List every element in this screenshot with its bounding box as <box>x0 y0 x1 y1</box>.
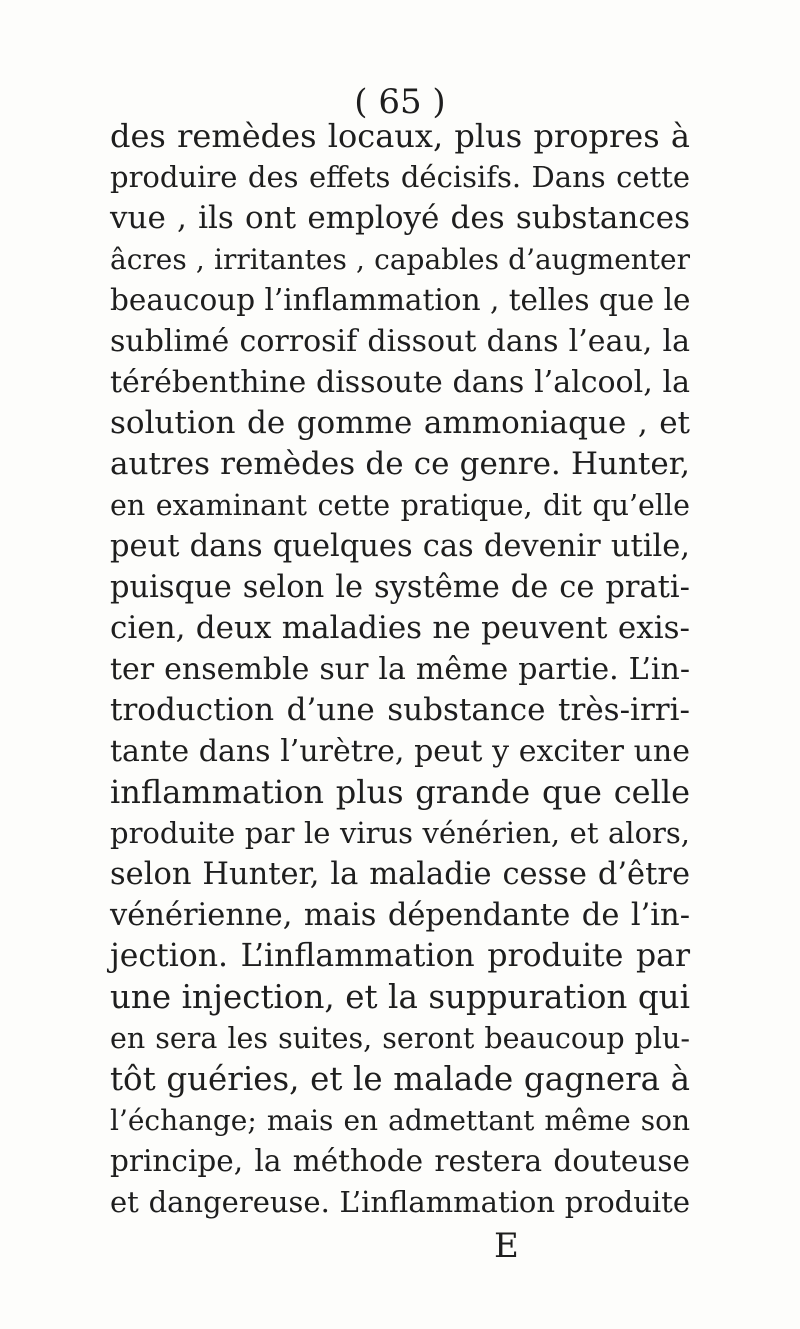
text-line: troduction d’une substance très-irri- <box>110 692 690 728</box>
text-line: tante dans l’urètre, peut y exciter une <box>110 734 690 769</box>
text-line: sublimé corrosif dissout dans l’eau, la <box>110 324 690 359</box>
text-line: en examinant cette pratique, dit qu’elle <box>110 489 690 522</box>
text-line: principe, la méthode restera douteuse <box>110 1144 690 1178</box>
text-line: puisque selon le systême de ce prati- <box>110 570 690 605</box>
body-text <box>110 116 690 1223</box>
text-line: solution de gomme ammoniaque , et <box>110 405 690 441</box>
text-line: et dangereuse. L’inflammation produite <box>110 1185 690 1219</box>
text-line: peut dans quelques cas devenir utile, <box>110 529 690 564</box>
text-line: en sera les suites, seront beaucoup plu- <box>110 1022 690 1055</box>
text-line: produite par le virus vénérien, et alors, <box>110 816 690 850</box>
text-line: tôt guéries, et le malade gagnera à <box>110 1060 690 1098</box>
text-line: autres remèdes de ce genre. Hunter, <box>110 446 690 482</box>
text-line: vue , ils ont employé des substances <box>110 200 690 236</box>
text-line: beaucoup l’inflammation , telles que le <box>110 283 691 317</box>
text-line: selon Hunter, la maladie cesse d’être <box>110 857 690 892</box>
text-line: vénérienne, mais dépendante de l’in- <box>110 898 690 933</box>
text-line: inflammation plus grande que celle <box>110 773 690 811</box>
text-line: des remèdes locaux, plus propres à <box>110 117 690 155</box>
text-line: âcres , irritantes , capables d’augmenter <box>110 243 690 276</box>
text-line: ter ensemble sur la même partie. L’in- <box>110 652 690 687</box>
text-line: jection. L’inflammation produite par <box>110 938 690 974</box>
text-line: cien, deux maladies ne peuvent exis- <box>110 610 690 646</box>
text-line: térébenthine dissoute dans l’alcool, la <box>110 365 690 400</box>
text-line: une injection, et la suppuration qui <box>110 978 690 1016</box>
signature-mark: E <box>494 1226 519 1266</box>
text-line: produire des effets décisifs. Dans cette <box>110 160 690 194</box>
page-number: ( 65 ) <box>354 82 446 122</box>
text-line: l’échange; mais en admettant même son <box>110 1104 690 1137</box>
